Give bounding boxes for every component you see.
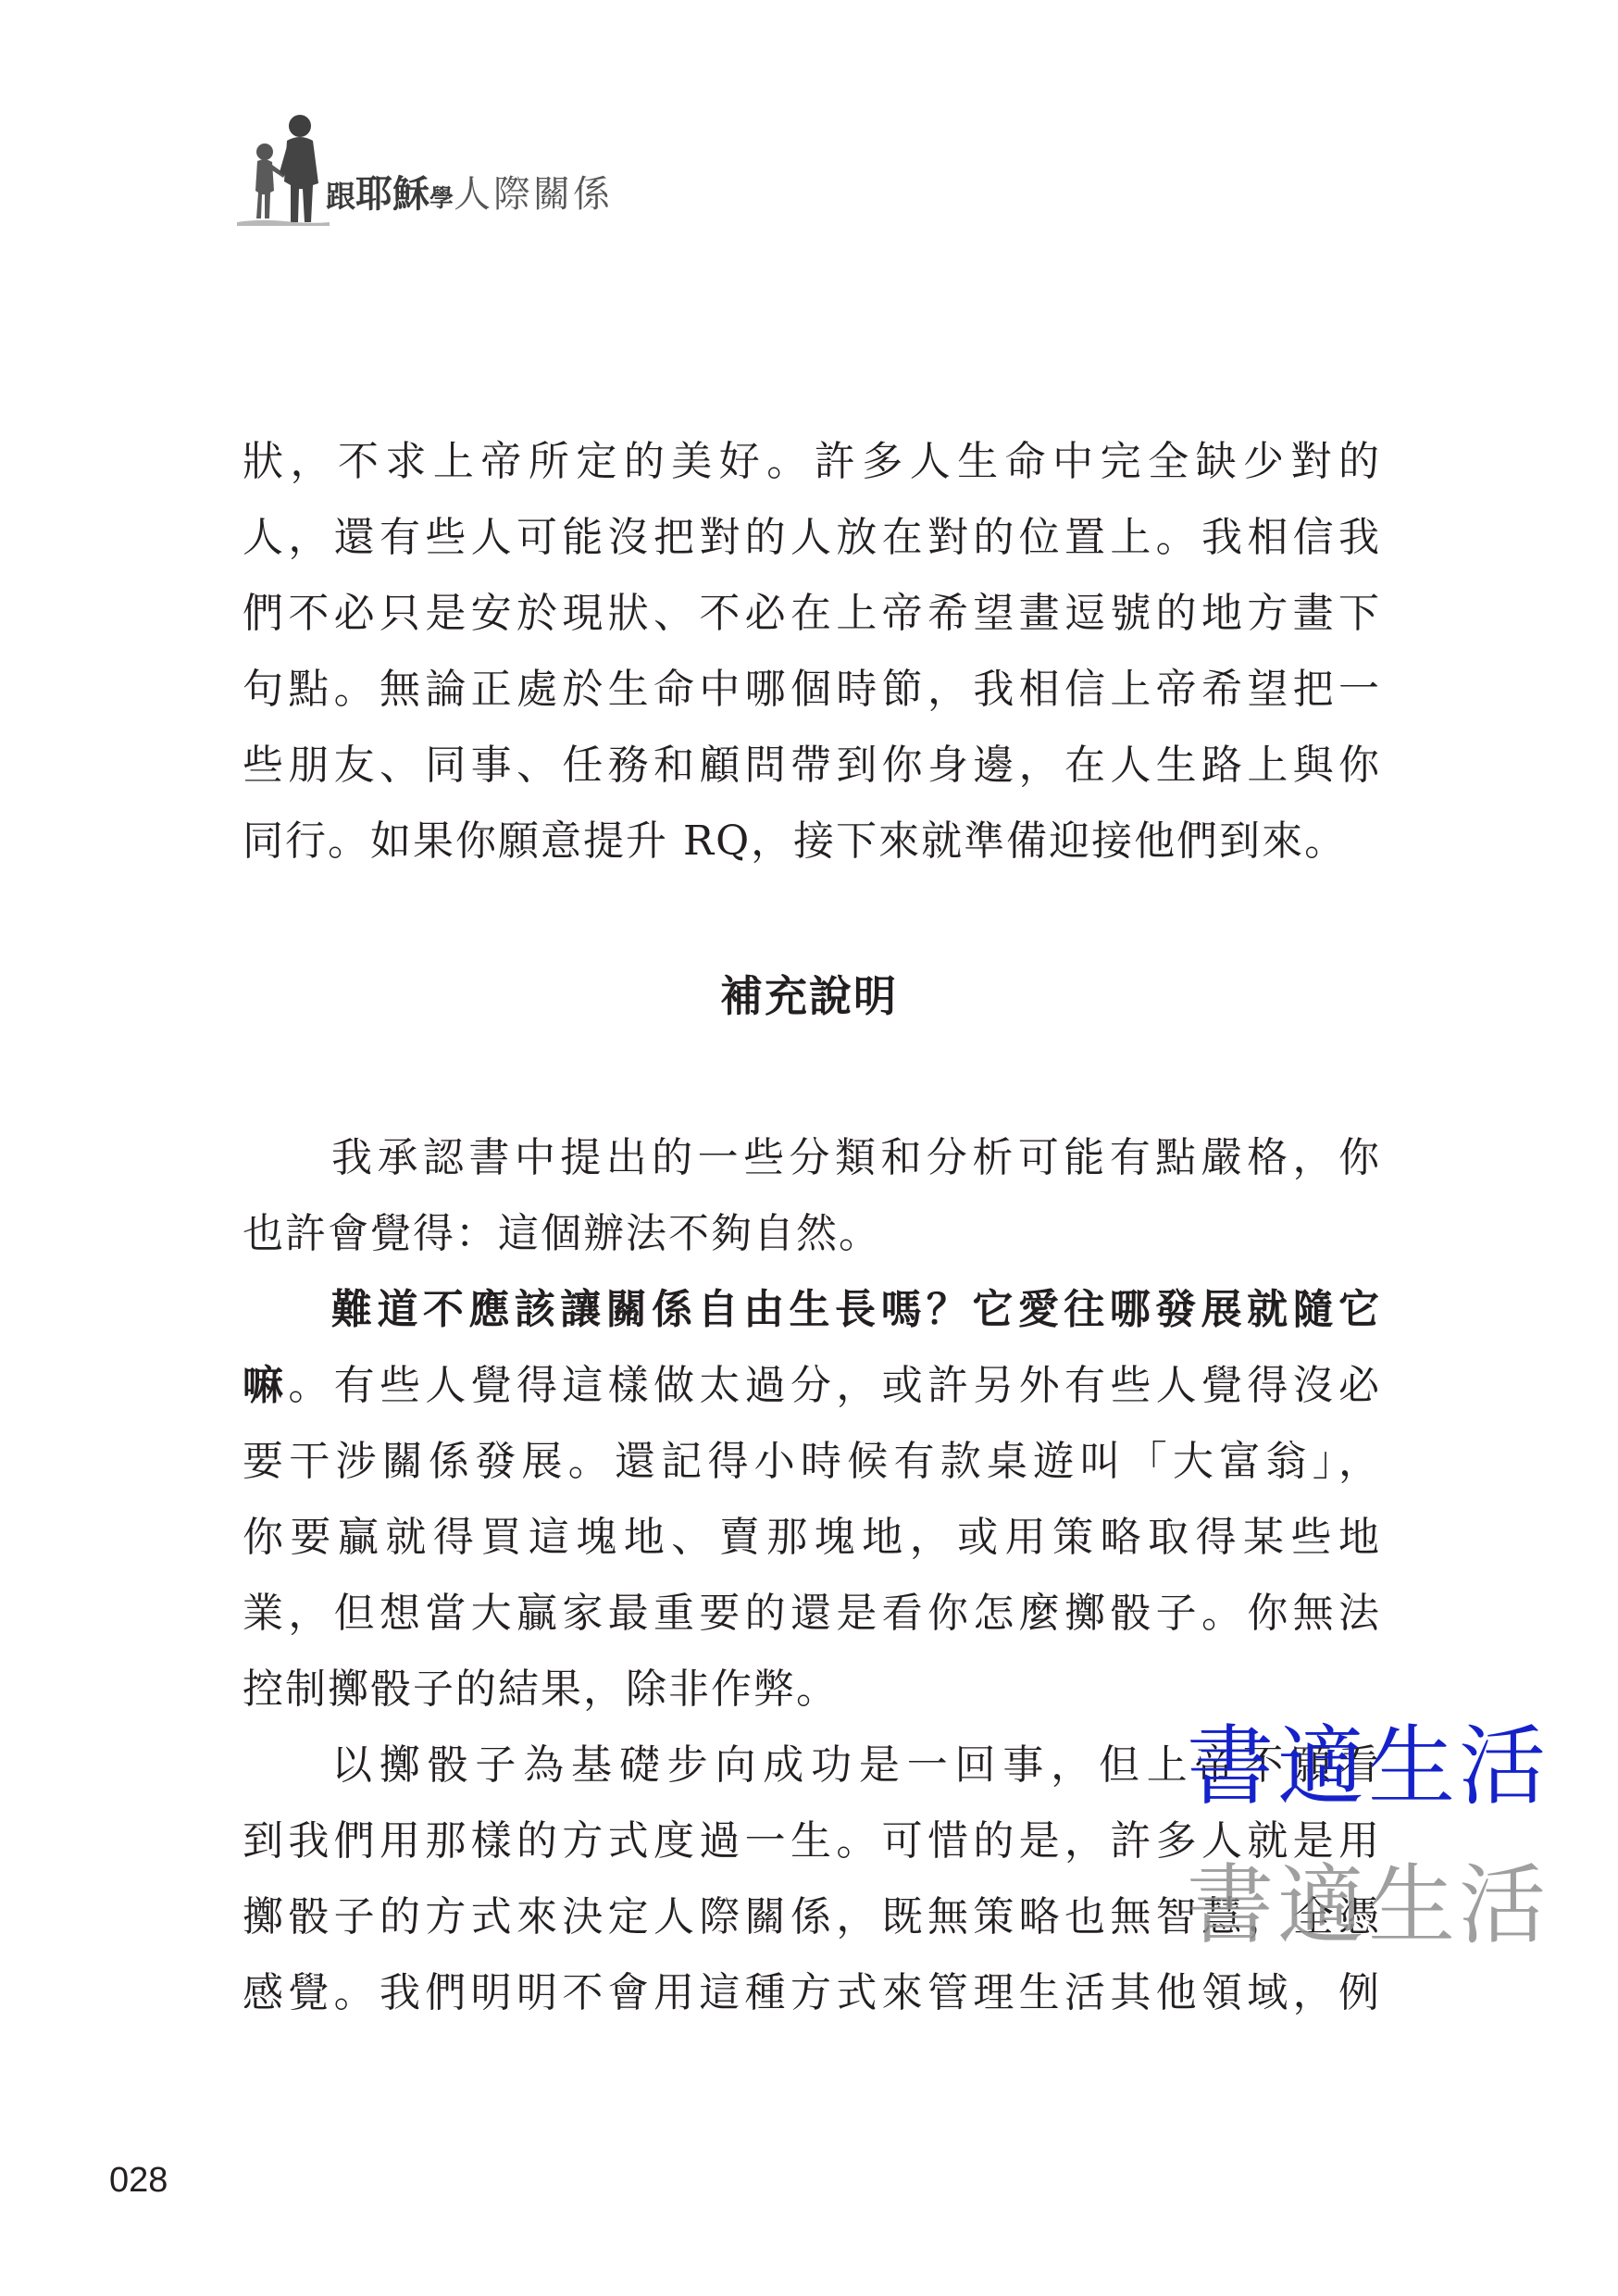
text-line: 要干涉關係發展。還記得小時候有款桌遊叫「大富翁」， (243, 1438, 1381, 1485)
watermark-blue: 書適生活 (1187, 1716, 1550, 1817)
text-line: 到我們用那樣的方式度過一生。可惜的是，許多人就是用 (243, 1817, 1381, 1865)
text-line: 以擲骰子為基礎步向成功是一回事，但上帝不願看 (331, 1741, 1381, 1789)
text-line: 控制擲骰子的結果，除非作弊。 (243, 1666, 839, 1713)
running-header (233, 109, 789, 230)
text-line: 你要贏就得買這塊地、賣那塊地，或用策略取得某些地 (243, 1514, 1381, 1561)
page-number: 028 (109, 2161, 168, 2200)
text-line: 也許會覺得：這個辦法不夠自然。 (243, 1210, 881, 1257)
walking-figures-icon (233, 109, 333, 228)
header-title-part: 學 (429, 185, 454, 213)
text-line: 們不必只是安於現狀、不必在上帝希望畫逗號的地方畫下 (243, 590, 1381, 637)
text-line: 狀，不求上帝所定的美好。許多人生命中完全缺少對的 (243, 438, 1381, 485)
header-title-part: 人際關係 (454, 173, 614, 216)
header-title-part: 耶穌 (355, 173, 430, 216)
text-line (243, 1348, 1381, 1424)
text-line: 擲骰子的方式來決定人際關係，既無策略也無智慧，全憑 (243, 1893, 1381, 1940)
text-span: 。有些人覺得這樣做太過分，或許另外有些人覺得沒必 (288, 1362, 1382, 1409)
text-line: 業，但想當大贏家最重要的還是看你怎麼擲骰子。你無法 (243, 1590, 1381, 1637)
watermark-gray: 書適生活 (1187, 1855, 1550, 1956)
text-line: 我承認書中提出的一些分類和分析可能有點嚴格，你 (331, 1134, 1381, 1181)
bold-text-line: 難道不應該讓關係自由生長嗎？它愛往哪發展就隨它 (331, 1286, 1381, 1333)
header-title-part: 跟 (326, 179, 356, 214)
text-line: 些朋友、同事、任務和顧問帶到你身邊，在人生路上與你 (243, 742, 1381, 789)
section-heading: 補充說明 (720, 971, 898, 1021)
text-line: 感覺。我們明明不會用這種方式來管理生活其他領域，例 (243, 1969, 1381, 2016)
bold-text: 嘛 (243, 1362, 289, 1409)
text-line: 句點。無論正處於生命中哪個時節，我相信上帝希望把一 (243, 666, 1381, 713)
text-line: 人，還有些人可能沒把對的人放在對的位置上。我相信我 (243, 514, 1381, 561)
text-line: 同行。如果你願意提升 RQ，接下來就準備迎接他們到來。 (243, 817, 1348, 865)
header-title (326, 173, 614, 216)
